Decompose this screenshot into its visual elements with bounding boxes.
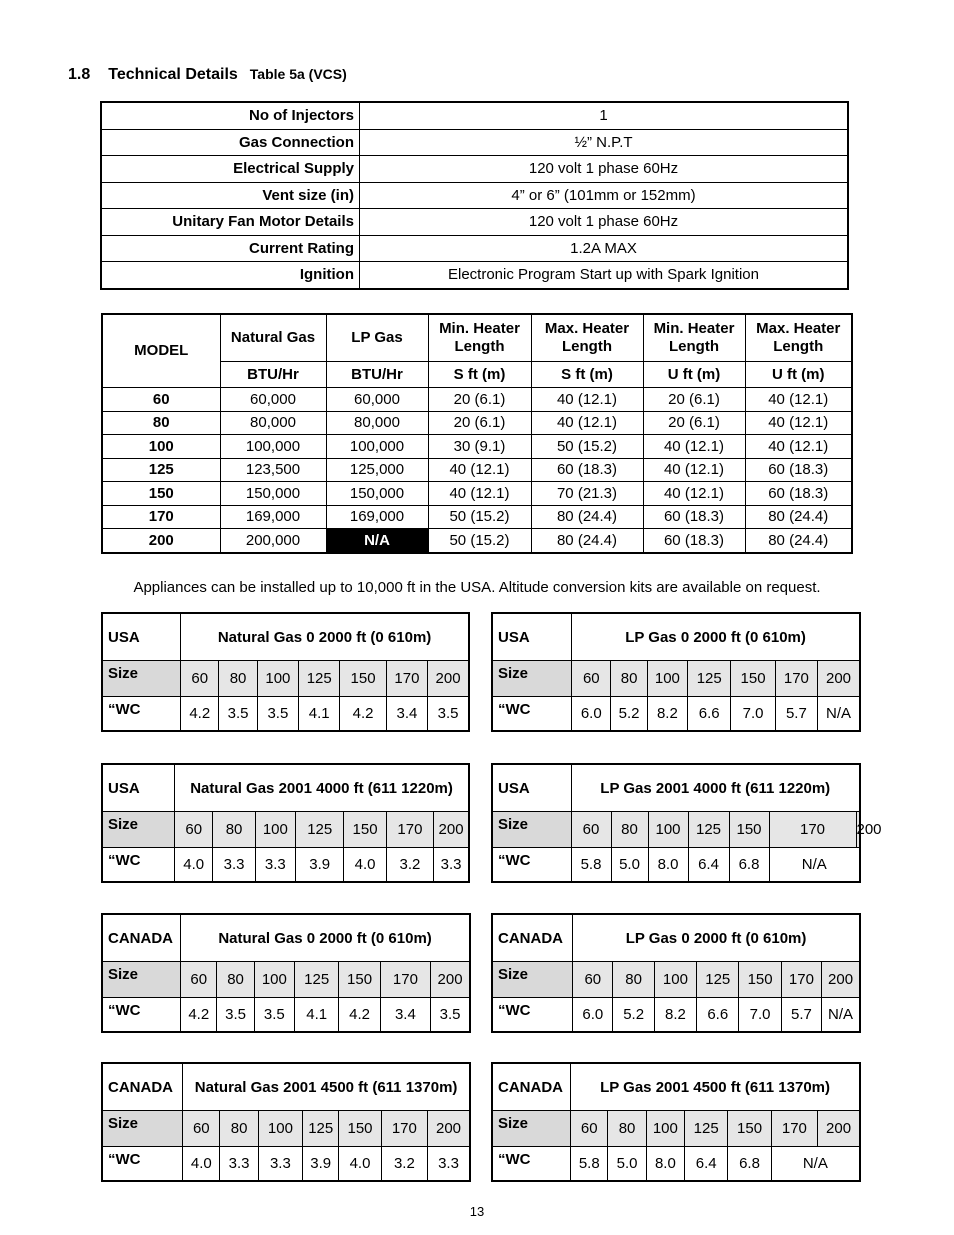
model-row — [102, 411, 852, 435]
wc-cell: 4.2 — [181, 697, 219, 732]
model-cell: 125 — [102, 458, 220, 482]
size-cell: 80 — [611, 661, 647, 697]
wc-cell: 3.3 — [220, 1147, 258, 1182]
model-cell: 150 — [102, 482, 220, 506]
wc-cell: 4.1 — [299, 697, 340, 732]
altitude-note: Appliances can be installed up to 10,000 ft in the USA. Altitude conversion kits are available on request. — [133, 579, 821, 596]
table-cell: 20 (6.1) — [428, 388, 531, 412]
wc-row — [492, 697, 860, 732]
column-header: Max. Heater Length — [745, 314, 852, 362]
size-cell: 125 — [303, 1111, 339, 1147]
spec-row — [101, 129, 848, 156]
pressure-table — [491, 612, 861, 732]
pressure-table-title: LP Gas 2001 4000 ft (611 1220m) — [571, 764, 860, 812]
size-cell: 200 — [818, 1111, 860, 1147]
pressure-table-title: Natural Gas 2001 4000 ft (611 1220m) — [175, 764, 469, 812]
size-cell: 150 — [340, 661, 386, 697]
table-cell: 169,000 — [326, 505, 428, 529]
size-cell: 60 — [181, 962, 217, 998]
table-cell: 60,000 — [220, 388, 326, 412]
spec-value: 4” or 6” (101mm or 152mm) — [360, 182, 849, 209]
size-cell: 80 — [613, 962, 654, 998]
table-cell: 40 (12.1) — [745, 411, 852, 435]
wc-cell: 4.2 — [181, 998, 217, 1033]
table-cell: 60 (18.3) — [643, 505, 745, 529]
region-label: CANADA — [102, 1063, 183, 1111]
column-unit: BTU/Hr — [326, 362, 428, 388]
wc-label: “WC — [492, 998, 573, 1033]
column-unit: S ft (m) — [428, 362, 531, 388]
model-row — [102, 482, 852, 506]
size-cell: 200 — [434, 812, 469, 848]
pressure-table — [101, 913, 471, 1033]
region-label: CANADA — [492, 914, 573, 962]
table-cell: 70 (21.3) — [531, 482, 643, 506]
size-label: Size — [102, 661, 181, 697]
wc-cell: 7.0 — [739, 998, 781, 1033]
size-cell: 170 — [381, 1111, 427, 1147]
size-cell: 125 — [296, 812, 344, 848]
table-cell: 80,000 — [220, 411, 326, 435]
size-cell: 60 — [181, 661, 219, 697]
spec-value: Electronic Program Start up with Spark Ignition — [360, 262, 849, 289]
wc-cell: 5.0 — [611, 848, 648, 883]
region-label: CANADA — [492, 1063, 571, 1111]
wc-cell: 6.6 — [688, 697, 731, 732]
wc-cell: 4.0 — [183, 1147, 220, 1182]
model-cell: 60 — [102, 388, 220, 412]
section-number: 1.8 — [68, 66, 91, 83]
pressure-table-title: Natural Gas 0 2000 ft (0 610m) — [181, 613, 469, 661]
table-cell: 80,000 — [326, 411, 428, 435]
size-cell: 150 — [344, 812, 386, 848]
size-cell: 100 — [654, 962, 696, 998]
wc-cell: 3.5 — [254, 998, 294, 1033]
wc-row — [102, 848, 469, 883]
column-unit: U ft (m) — [643, 362, 745, 388]
wc-label: “WC — [492, 697, 572, 732]
table-cell: 40 (12.1) — [643, 482, 745, 506]
pressure-table-header — [492, 914, 860, 962]
wc-cell: 3.3 — [213, 848, 255, 883]
size-cell: 200 — [428, 1111, 470, 1147]
region-label: USA — [492, 764, 571, 812]
wc-row — [492, 1147, 860, 1182]
size-cell: 200 — [822, 962, 860, 998]
wc-cell: 6.8 — [729, 848, 769, 883]
wc-cell: 5.2 — [613, 998, 654, 1033]
table-cell: 50 (15.2) — [531, 435, 643, 459]
wc-cell: 3.4 — [380, 998, 430, 1033]
size-cell: 150 — [739, 962, 781, 998]
size-cell: 100 — [648, 812, 688, 848]
spec-row — [101, 235, 848, 262]
column-unit: S ft (m) — [531, 362, 643, 388]
wc-cell: 7.0 — [731, 697, 775, 732]
size-cell: 100 — [255, 812, 295, 848]
size-label: Size — [102, 1111, 183, 1147]
table-cell: 60 (18.3) — [643, 529, 745, 553]
wc-cell: 6.0 — [573, 998, 613, 1033]
spec-value: 120 volt 1 phase 60Hz — [360, 209, 849, 236]
wc-cell: 5.8 — [571, 1147, 608, 1182]
table-cell: 40 (12.1) — [531, 388, 643, 412]
column-header: Min. Heater Length — [643, 314, 745, 362]
wc-cell: 3.5 — [431, 998, 470, 1033]
table-cell: 20 (6.1) — [428, 411, 531, 435]
wc-cell: 4.0 — [339, 1147, 381, 1182]
size-cell: 125 — [295, 962, 339, 998]
table-cell: 80 (24.4) — [745, 505, 852, 529]
size-cell: 80 — [220, 1111, 258, 1147]
wc-cell: N/A — [771, 1147, 860, 1182]
wc-cell: 3.2 — [386, 848, 433, 883]
column-header: Natural Gas — [220, 314, 326, 362]
table-cell: 50 (15.2) — [428, 529, 531, 553]
wc-label: “WC — [102, 848, 175, 883]
spec-row — [101, 182, 848, 209]
wc-cell: 4.0 — [175, 848, 213, 883]
size-cell: 100 — [647, 661, 687, 697]
wc-cell: 4.1 — [295, 998, 339, 1033]
size-cell: 60 — [175, 812, 213, 848]
size-cell: 150 — [729, 812, 769, 848]
pressure-table-header — [102, 764, 469, 812]
size-cell: 125 — [688, 812, 729, 848]
size-row — [492, 962, 860, 998]
wc-row — [492, 998, 860, 1033]
wc-cell: 6.8 — [728, 1147, 771, 1182]
table-cell: 125,000 — [326, 458, 428, 482]
column-header: Min. Heater Length — [428, 314, 531, 362]
table-cell: 200,000 — [220, 529, 326, 553]
model-row — [102, 529, 852, 553]
pressure-table-header — [102, 914, 470, 962]
wc-label: “WC — [102, 697, 181, 732]
size-cell: 200 — [428, 661, 469, 697]
spec-label: Gas Connection — [101, 129, 360, 156]
wc-cell: 3.5 — [428, 697, 469, 732]
size-cell: 80 — [608, 1111, 646, 1147]
size-row — [102, 962, 470, 998]
size-row — [492, 1111, 860, 1147]
table-cell: 80 (24.4) — [745, 529, 852, 553]
size-cell: 170 — [769, 812, 856, 848]
table-cell: 60 (18.3) — [745, 458, 852, 482]
wc-cell: N/A — [769, 848, 860, 883]
model-row — [102, 505, 852, 529]
column-unit: U ft (m) — [745, 362, 852, 388]
pressure-table — [101, 612, 470, 732]
size-cell: 150 — [339, 1111, 381, 1147]
wc-label: “WC — [492, 1147, 571, 1182]
region-label: USA — [492, 613, 572, 661]
size-row — [492, 812, 860, 848]
table-cell: 30 (9.1) — [428, 435, 531, 459]
size-cell: 100 — [258, 1111, 302, 1147]
table-cell: 20 (6.1) — [643, 388, 745, 412]
table-cell: 150,000 — [326, 482, 428, 506]
spec-value: 1 — [360, 102, 849, 129]
table-cell: 150,000 — [220, 482, 326, 506]
size-cell: 170 — [775, 661, 817, 697]
table-cell: 60 (18.3) — [531, 458, 643, 482]
spec-label: Electrical Supply — [101, 156, 360, 183]
wc-cell: 8.0 — [646, 1147, 684, 1182]
size-row — [492, 661, 860, 697]
size-row — [102, 1111, 470, 1147]
pressure-table-title: LP Gas 0 2000 ft (0 610m) — [573, 914, 860, 962]
model-cell: 170 — [102, 505, 220, 529]
table-cell: 40 (12.1) — [643, 435, 745, 459]
section-heading — [68, 66, 347, 84]
region-label: USA — [102, 613, 181, 661]
table-cell: 60 (18.3) — [745, 482, 852, 506]
wc-cell: 3.9 — [303, 1147, 339, 1182]
wc-row — [492, 848, 860, 883]
model-row — [102, 458, 852, 482]
wc-label: “WC — [492, 848, 571, 883]
wc-label: “WC — [102, 998, 181, 1033]
pressure-table-header — [102, 613, 469, 661]
wc-cell: 8.2 — [647, 697, 687, 732]
table-cell: 40 (12.1) — [745, 388, 852, 412]
model-cell: 100 — [102, 435, 220, 459]
wc-cell: 3.3 — [258, 1147, 302, 1182]
page-number: 13 — [469, 1204, 485, 1219]
wc-cell: 3.3 — [255, 848, 295, 883]
size-cell: 150 — [731, 661, 775, 697]
size-cell: 60 — [183, 1111, 220, 1147]
wc-cell: 3.4 — [386, 697, 427, 732]
model-row — [102, 388, 852, 412]
pressure-table — [491, 1062, 861, 1182]
pressure-table — [101, 1062, 471, 1182]
size-cell: 200 — [431, 962, 470, 998]
wc-cell: N/A — [822, 998, 860, 1033]
wc-cell: 5.7 — [775, 697, 817, 732]
size-cell: 60 — [572, 661, 611, 697]
size-label: Size — [492, 1111, 571, 1147]
table-cell: 40 (12.1) — [643, 458, 745, 482]
table-cell: 40 (12.1) — [531, 411, 643, 435]
wc-cell: 6.6 — [697, 998, 739, 1033]
table-cell: 80 (24.4) — [531, 529, 643, 553]
wc-cell: 8.2 — [654, 998, 696, 1033]
size-cell: 125 — [299, 661, 340, 697]
wc-cell: 4.2 — [339, 998, 380, 1033]
wc-row — [102, 998, 470, 1033]
section-title: Technical Details — [108, 66, 238, 83]
size-label: Size — [492, 812, 571, 848]
spec-row — [101, 102, 848, 129]
wc-cell: 4.0 — [344, 848, 386, 883]
column-header: Max. Heater Length — [531, 314, 643, 362]
wc-cell: 3.2 — [381, 1147, 427, 1182]
pressure-table-title: LP Gas 0 2000 ft (0 610m) — [572, 613, 860, 661]
table-cell: 40 (12.1) — [428, 458, 531, 482]
spec-label: Current Rating — [101, 235, 360, 262]
model-cell: 80 — [102, 411, 220, 435]
wc-cell: 8.0 — [648, 848, 688, 883]
size-cell: 125 — [685, 1111, 728, 1147]
column-header: LP Gas — [326, 314, 428, 362]
size-cell: 60 — [573, 962, 613, 998]
table-cell: 100,000 — [326, 435, 428, 459]
size-cell: 100 — [646, 1111, 684, 1147]
wc-cell: 3.9 — [296, 848, 344, 883]
spec-label: Unitary Fan Motor Details — [101, 209, 360, 236]
size-row — [102, 812, 469, 848]
wc-cell: 3.3 — [434, 848, 469, 883]
region-label: CANADA — [102, 914, 181, 962]
model-row — [102, 435, 852, 459]
size-cell: 125 — [697, 962, 739, 998]
size-label: Size — [102, 812, 175, 848]
size-label: Size — [492, 661, 572, 697]
table-cell: 20 (6.1) — [643, 411, 745, 435]
size-row — [102, 661, 469, 697]
pressure-table-header — [492, 1063, 860, 1111]
wc-cell: 6.0 — [572, 697, 611, 732]
wc-cell: N/A — [818, 697, 860, 732]
pressure-table — [101, 763, 470, 883]
spec-label: No of Injectors — [101, 102, 360, 129]
table-cell: 40 (12.1) — [428, 482, 531, 506]
wc-cell: 3.3 — [428, 1147, 470, 1182]
size-cell: 80 — [611, 812, 648, 848]
pressure-table-title: LP Gas 2001 4500 ft (611 1370m) — [571, 1063, 860, 1111]
spec-label: Vent size (in) — [101, 182, 360, 209]
models-header-row — [102, 314, 852, 362]
region-label: USA — [102, 764, 175, 812]
pressure-table — [491, 763, 882, 883]
model-cell: 200 — [102, 529, 220, 553]
size-cell: 200 — [818, 661, 860, 697]
table-cell: N/A — [326, 529, 428, 553]
wc-row — [102, 1147, 470, 1182]
pressure-table-header — [492, 764, 860, 812]
pressure-table — [491, 913, 861, 1033]
size-cell: 170 — [781, 962, 821, 998]
size-cell: 170 — [380, 962, 430, 998]
table-cell: 40 (12.1) — [745, 435, 852, 459]
size-cell: 100 — [257, 661, 298, 697]
table-cell: 80 (24.4) — [531, 505, 643, 529]
wc-cell: 6.4 — [685, 1147, 728, 1182]
pressure-table-title: Natural Gas 2001 4500 ft (611 1370m) — [183, 1063, 470, 1111]
column-unit: BTU/Hr — [220, 362, 326, 388]
table-caption: Table 5a (VCS) — [249, 66, 347, 82]
spec-label: Ignition — [101, 262, 360, 289]
size-label: Size — [492, 962, 573, 998]
wc-cell: 5.2 — [611, 697, 647, 732]
size-cell: 200 — [856, 812, 860, 848]
spec-value: ½” N.P.T — [360, 129, 849, 156]
wc-cell: 4.2 — [340, 697, 386, 732]
wc-cell: 3.5 — [257, 697, 298, 732]
size-cell: 125 — [688, 661, 731, 697]
table-cell: 50 (15.2) — [428, 505, 531, 529]
pressure-table-title: Natural Gas 0 2000 ft (0 610m) — [181, 914, 470, 962]
size-cell: 80 — [213, 812, 255, 848]
size-cell: 80 — [219, 661, 257, 697]
size-cell: 60 — [571, 812, 611, 848]
spec-value: 1.2A MAX — [360, 235, 849, 262]
spec-row — [101, 209, 848, 236]
pressure-table-header — [102, 1063, 470, 1111]
wc-cell: 5.0 — [608, 1147, 646, 1182]
table-cell: 60,000 — [326, 388, 428, 412]
wc-cell: 5.8 — [571, 848, 611, 883]
models-table — [101, 313, 853, 554]
size-cell: 150 — [728, 1111, 771, 1147]
size-cell: 170 — [386, 812, 433, 848]
spec-row — [101, 262, 848, 289]
wc-cell: 6.4 — [688, 848, 729, 883]
spec-value: 120 volt 1 phase 60Hz — [360, 156, 849, 183]
spec-row — [101, 156, 848, 183]
size-cell: 100 — [254, 962, 294, 998]
size-cell: 60 — [571, 1111, 608, 1147]
size-cell: 170 — [386, 661, 427, 697]
wc-cell: 3.5 — [219, 697, 257, 732]
size-cell: 150 — [339, 962, 380, 998]
table-cell: 169,000 — [220, 505, 326, 529]
wc-row — [102, 697, 469, 732]
table-cell: 100,000 — [220, 435, 326, 459]
model-header: MODEL — [102, 314, 220, 388]
wc-label: “WC — [102, 1147, 183, 1182]
table-cell: 123,500 — [220, 458, 326, 482]
wc-cell: 5.7 — [781, 998, 821, 1033]
pressure-table-header — [492, 613, 860, 661]
wc-cell: 3.5 — [217, 998, 254, 1033]
size-label: Size — [102, 962, 181, 998]
specs-table — [100, 101, 849, 290]
size-cell: 170 — [771, 1111, 817, 1147]
size-cell: 80 — [217, 962, 254, 998]
